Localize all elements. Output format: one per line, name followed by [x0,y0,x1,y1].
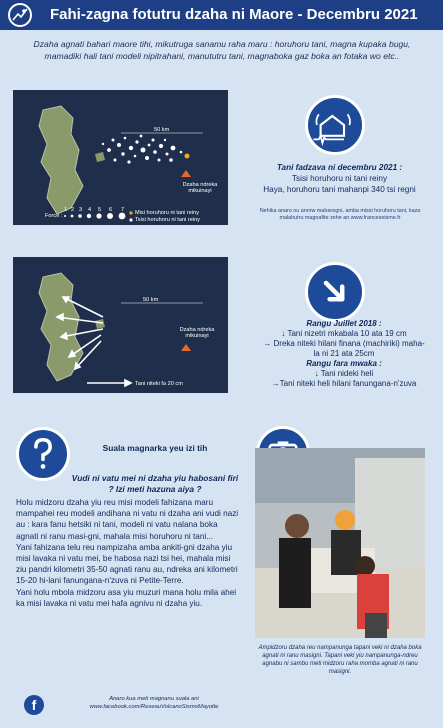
question-mark-icon [16,427,70,481]
scientists-photo [255,448,425,638]
earthquake-map [13,90,228,225]
section1-text [252,162,427,195]
map1-scale-5: 5 [98,207,102,213]
map1-scale-7: 7 [121,207,125,213]
map1-force-label: Force : [45,213,63,219]
section2-line1: ↓ Tani nizetri mkabala 10 ata 19 cm [281,329,407,338]
map2-distance-label: 50 km [143,297,159,303]
section2-line4: ↓ Tani nideki heli [314,369,374,378]
section1-heading: Tani fadzava ni decembru 2021 : [276,163,403,172]
section3-body [16,497,242,609]
facebook-link[interactable]: www.facebook.com/ReseauVolcanoSismoMayotte [89,704,219,710]
section2-line3: la ni 21 ata 25cm [313,349,375,358]
map2-legend: Tani niteki fa 20 cm [135,381,183,387]
intro-text: Dzaha agnati bahari maore tihi, mikutruga sanamu raha maru : horuhoru tani, magna kupaka bugu, mamadiki hali tani modeli nipitrahani, manututru tani, magnaboka gaz boka an fotaka wo etc.. [33,39,411,61]
deformation-map [13,257,228,393]
house-seismic-icon [305,95,365,155]
arrow-down-right-icon [305,262,365,322]
section3-subheading: Vudi ni vatu mei ni dzaha yiu habosani firi ? Izi meti hazuna aiya ? [71,473,239,494]
section1-note: Nehika anaro ou anrow maharegni, amba missi horuhoru tani, kaza malahutru magnafite zehe an www.franceseisme.fr [259,208,421,221]
section1-line1: Tsisi horuhoru ni tani reiny [291,174,388,183]
section2-heading2: Rangu fara mwaka : [306,359,382,368]
map1-distance-label: 50 km [154,127,170,133]
seismograph-logo-icon [8,3,32,27]
section3-heading: Suala magnarka yeu izi tih [102,443,208,453]
map2-volcano-label: Dzaha ndreka mikuinayi [179,327,215,339]
legend-old-quakes: Tsisi horuhoru ni tani reiny [135,217,200,223]
section2-line2: → Dreka niteki hilani finana (machiriki) maha- [263,339,425,348]
map1-scale-2: 2 [71,207,75,213]
map1-scale-3: 3 [79,207,83,213]
section2-heading1: Rangu Juillet 2018 : [306,319,382,328]
section2-line5: →Tani niteki heli hilani fanungana-n'zuva [271,379,417,388]
legend-recent-quakes: Misi horuhoru ni tani reiny [135,210,200,216]
map1-scale-4: 4 [88,207,92,213]
body-paragraph-1: Holu midzoru dzaha yiu reu misi modeli fahizana maru mampahei reu modeli andihana ni vatu ni dzaha ani vudi nazi au : kara fanu hetsiki ni tani, modeli ni vatu nalana boka agnati ni ranu masi-gni, mahala misi horuhoru ni tani... [16,498,239,541]
body-paragraph-3: Yani holu mbola midzoru asa yiu muzuri mana holu mila ahei ka misi lavaka ni vatu mei hafa agnivu ni dzaha yiu. [16,587,237,608]
footer-line1: Anaro kua meti magnanu suala ani [109,696,199,702]
footer-text [54,695,254,711]
body-paragraph-2: Yani fahizana telu reu nampizaha amba ankiti-gni dzaha yiu misi lavaka ni vatu mei, be habosa nazi tsi hei, mahala misi ziu pandri kilometri 35-50 agnati ranu au, ndreka ani kilometri 15-20 hi-lani fanungana-n'zuva ni Petite-Terre. [16,542,238,586]
page-title: Fahi-zagna fotutru dzaha ni Maore - Decembru 2021 [50,6,418,23]
map1-scale-1: 1 [64,207,68,213]
section2-text [254,319,434,389]
map1-scale-6: 6 [109,207,113,213]
facebook-icon[interactable]: f [24,695,44,715]
section1-line2: Haya, horuhoru tani mahanpi 340 tsi regni [263,185,416,194]
map1-volcano-label: Dzaha ndreka mikuinayi [182,182,218,194]
photo-caption: Ampidzoru dzaha reu nampanunga tapani veki ni dzaha boka agnati ni ranu masigni. Tapani veki yiu nampanunga-ndreu agnabu ni sambu meti midzoru raha momba agnati ni ranu masigni. [258,645,422,675]
header-bar [0,0,443,30]
